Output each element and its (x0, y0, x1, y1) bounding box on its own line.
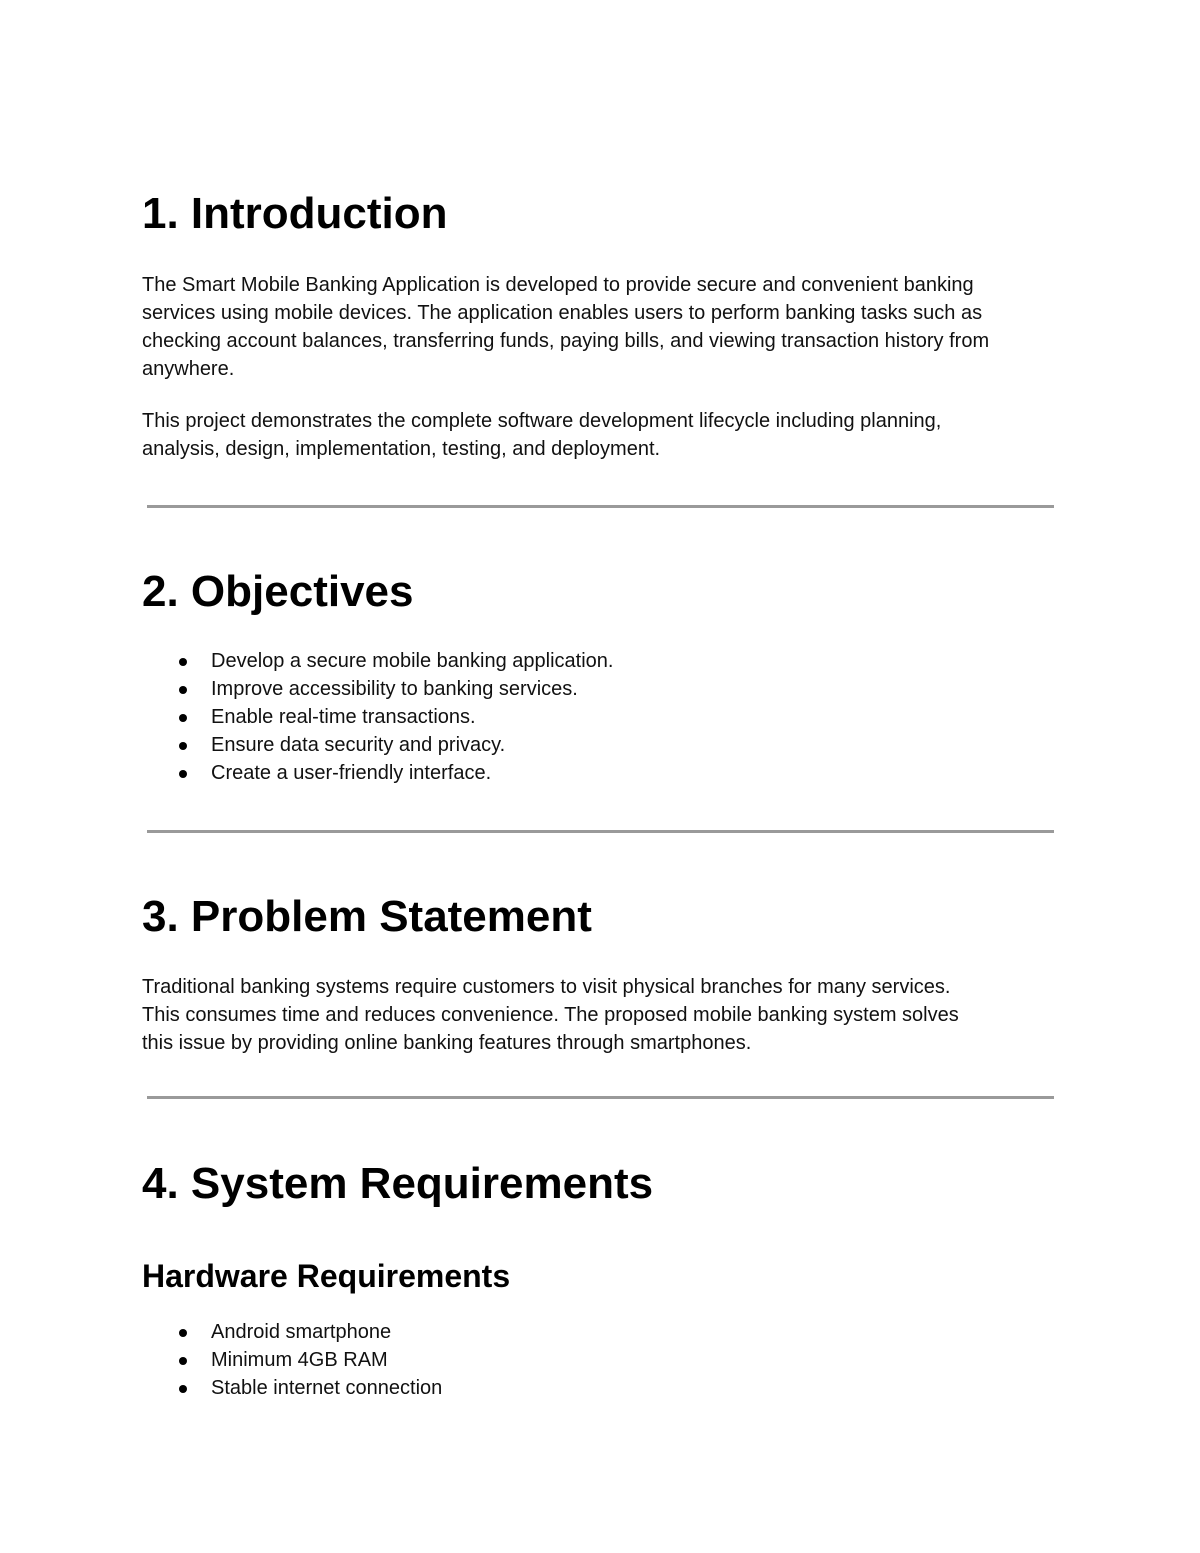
text-line: Traditional banking systems require customers to visit physical branches for many services. (142, 976, 951, 998)
list-item-text: Improve accessibility to banking services. (211, 678, 578, 700)
list-item (142, 1346, 1058, 1374)
bullet-icon (179, 770, 187, 778)
list-item-text: Android smartphone (211, 1321, 392, 1343)
introduction-paragraph-1 (142, 271, 1058, 383)
list-item (142, 1318, 1058, 1346)
subsection-title-hardware: Hardware Requirements (142, 1258, 511, 1294)
list-item-text: Stable internet connection (211, 1377, 443, 1399)
horizontal-divider (147, 830, 1054, 833)
section-introduction (142, 188, 1058, 463)
list-item (142, 1374, 1058, 1402)
section-problem-statement (142, 891, 1058, 1057)
list-item (142, 759, 1058, 787)
bullet-icon (179, 658, 187, 666)
text-line: this issue by providing online banking features through smartphones. (142, 1032, 752, 1054)
list-item (142, 675, 1058, 703)
section-system-requirements (142, 1158, 1058, 1402)
list-item (142, 731, 1058, 759)
text-line: This consumes time and reduces convenience. The proposed mobile banking system solves (142, 1004, 959, 1026)
section-title-problem-statement: 3. Problem Statement (142, 892, 592, 941)
objectives-list (142, 647, 1058, 787)
section-title-system-requirements: 4. System Requirements (142, 1159, 654, 1208)
text-line: services using mobile devices. The application enables users to perform banking tasks such as (142, 302, 983, 324)
bullet-icon (179, 1357, 187, 1365)
list-item-text: Enable real-time transactions. (211, 706, 476, 728)
text-line: This project demonstrates the complete software development lifecycle including planning, (142, 410, 942, 432)
bullet-icon (179, 686, 187, 694)
bullet-icon (179, 742, 187, 750)
section-title-objectives: 2. Objectives (142, 567, 414, 616)
list-item (142, 647, 1058, 675)
list-item-text: Minimum 4GB RAM (211, 1349, 388, 1371)
introduction-paragraph-2 (142, 407, 1058, 463)
text-line: checking account balances, transferring funds, paying bills, and viewing transaction history from (142, 330, 990, 352)
horizontal-divider (147, 1096, 1054, 1099)
list-item-text: Create a user-friendly interface. (211, 762, 492, 784)
text-line: The Smart Mobile Banking Application is developed to provide secure and convenient banking (142, 274, 974, 296)
horizontal-divider (147, 505, 1054, 508)
problem-statement-paragraph (142, 973, 1058, 1057)
bullet-icon (179, 714, 187, 722)
hardware-requirements-list (142, 1318, 1058, 1402)
section-title-introduction: 1. Introduction (142, 189, 448, 238)
text-line: analysis, design, implementation, testing, and deployment. (142, 438, 661, 460)
text-line: anywhere. (142, 358, 235, 380)
list-item-text: Ensure data security and privacy. (211, 734, 506, 756)
bullet-icon (179, 1385, 187, 1393)
section-objectives (142, 566, 1058, 787)
bullet-icon (179, 1329, 187, 1337)
list-item-text: Develop a secure mobile banking application. (211, 650, 614, 672)
list-item (142, 703, 1058, 731)
